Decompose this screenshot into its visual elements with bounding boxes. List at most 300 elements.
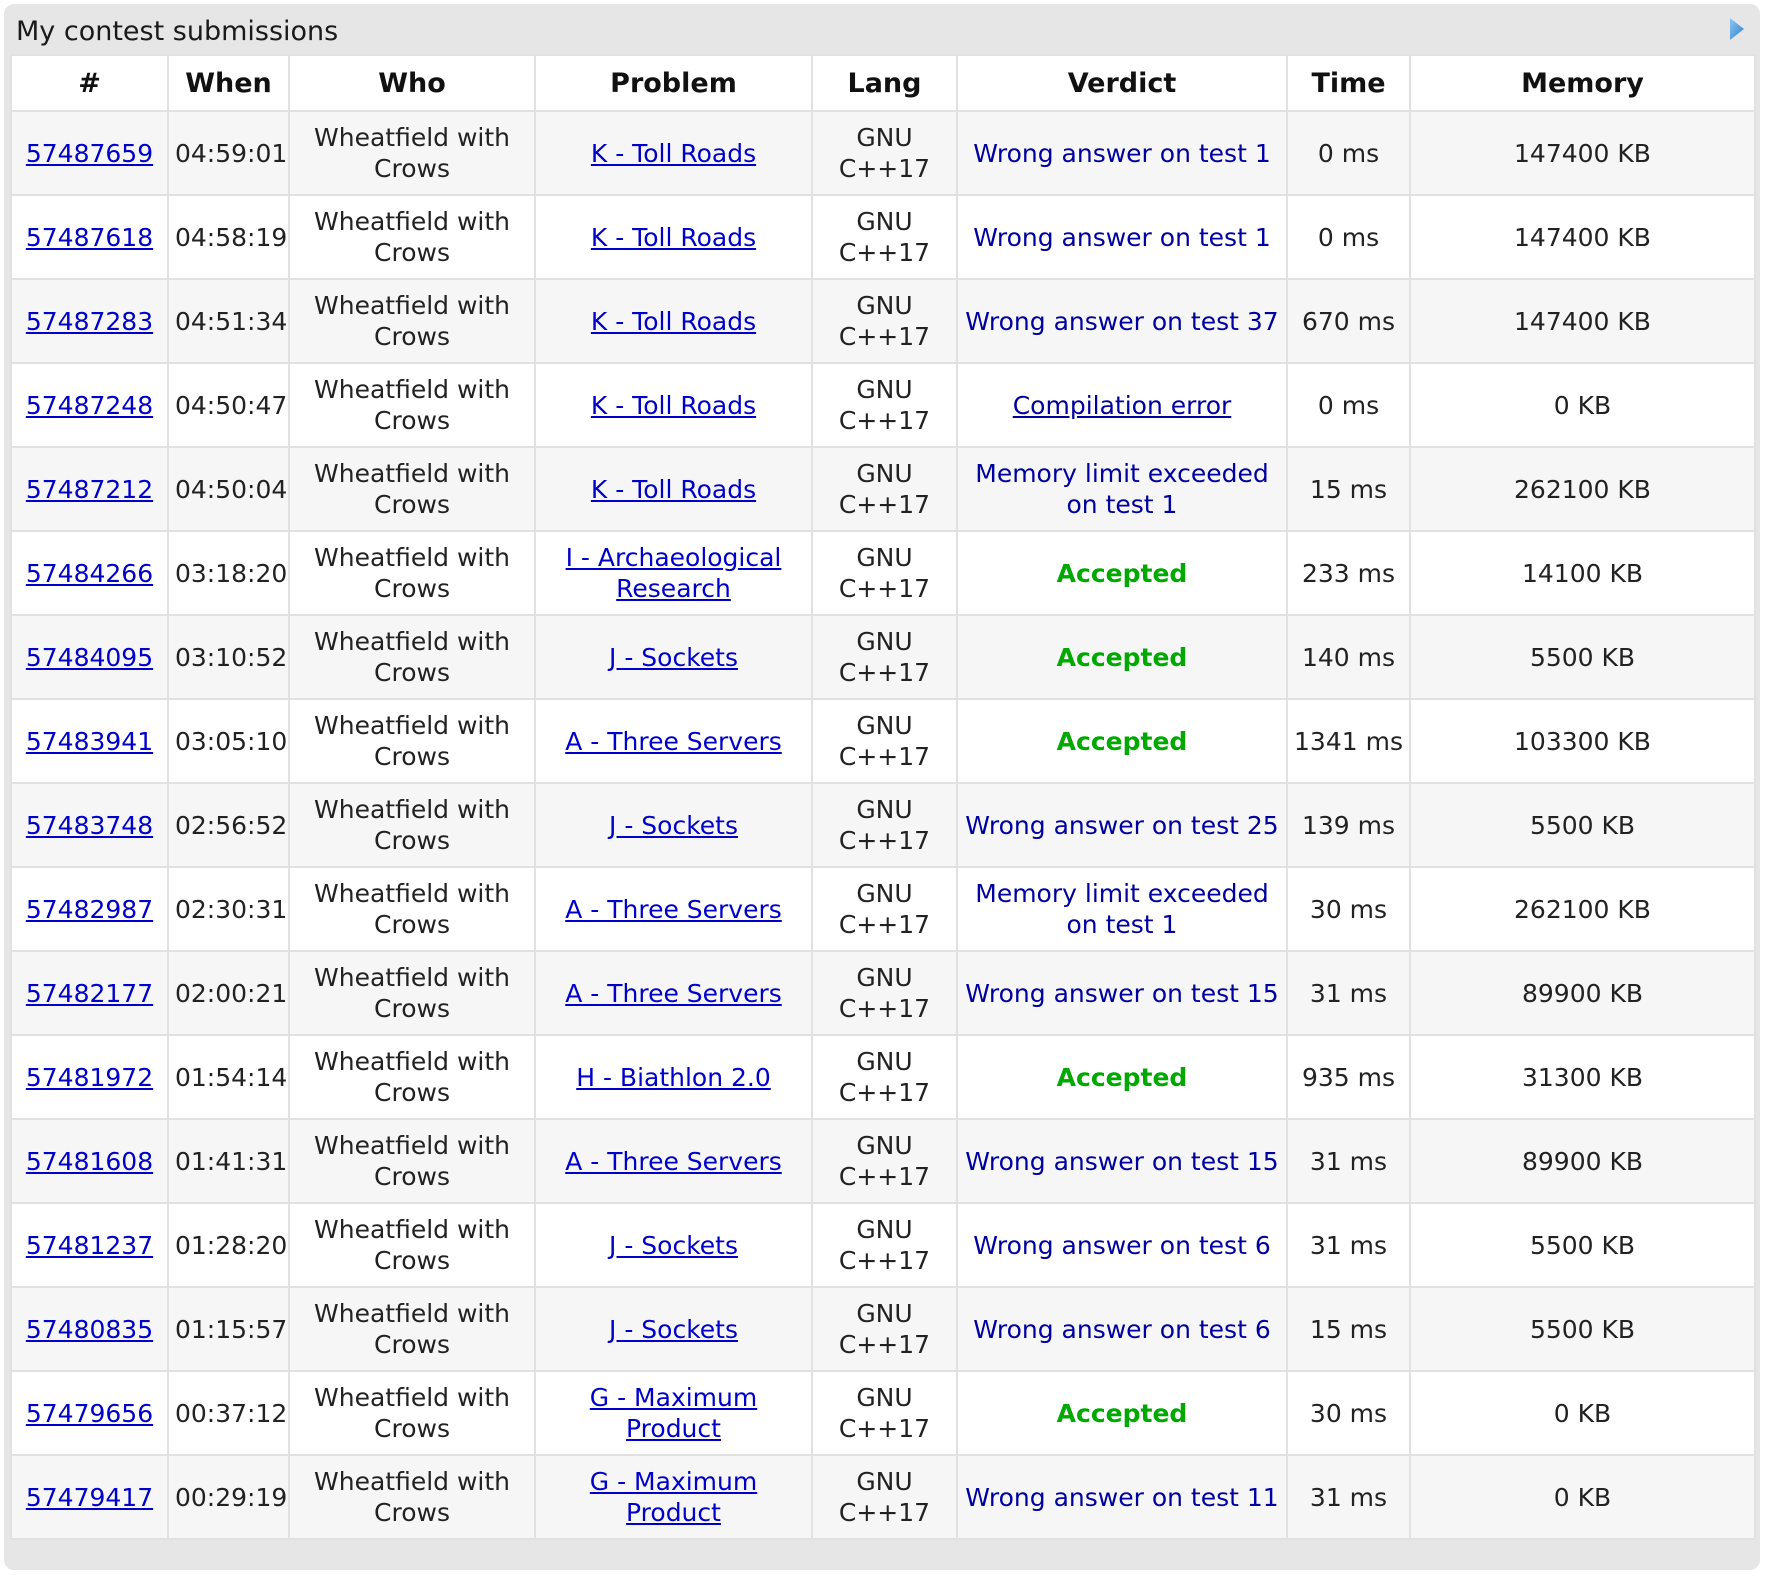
triangle-right-icon[interactable] (1728, 16, 1746, 42)
time-text: 31 ms (1309, 978, 1388, 1008)
who-text: Wheatfield with Crows (314, 711, 510, 771)
verdict-text[interactable]: Compilation error (1012, 390, 1232, 420)
submission-id-cell (11, 1035, 168, 1119)
time-cell (1287, 1035, 1410, 1119)
memory-text: 14100 KB (1521, 558, 1644, 588)
submission-id-cell (11, 615, 168, 699)
who-text: Wheatfield with Crows (314, 795, 510, 855)
submission-id-link[interactable]: 57482987 (25, 894, 154, 924)
verdict-cell (957, 195, 1287, 279)
problem-link[interactable]: J - Sockets (609, 642, 738, 672)
time-cell (1287, 1371, 1410, 1455)
when-cell (168, 111, 289, 195)
verdict-text: Accepted (1056, 558, 1188, 588)
who-text: Wheatfield with Crows (314, 291, 510, 351)
when-cell (168, 531, 289, 615)
time-text: 139 ms (1301, 810, 1396, 840)
time-text: 15 ms (1309, 474, 1388, 504)
lang-cell (812, 1455, 957, 1539)
header-problem: Problem (535, 55, 812, 111)
memory-text: 5500 KB (1529, 1230, 1636, 1260)
memory-cell (1410, 1035, 1755, 1119)
submission-id-link[interactable]: 57482177 (25, 978, 154, 1008)
who-text: Wheatfield with Crows (314, 963, 510, 1023)
who-text: Wheatfield with Crows (314, 1215, 510, 1275)
time-text: 670 ms (1301, 306, 1396, 336)
verdict-cell (957, 615, 1287, 699)
time-cell (1287, 1203, 1410, 1287)
submission-row (11, 1455, 1755, 1539)
when-cell (168, 1287, 289, 1371)
lang-text: GNU C++17 (838, 1383, 931, 1443)
time-cell (1287, 279, 1410, 363)
memory-cell (1410, 783, 1755, 867)
who-cell (289, 111, 535, 195)
submissions-table (10, 54, 1756, 1540)
who-text: Wheatfield with Crows (314, 879, 510, 939)
submission-id-link[interactable]: 57481237 (25, 1230, 154, 1260)
verdict-text: Wrong answer on test 1 (973, 222, 1271, 252)
lang-cell (812, 279, 957, 363)
submission-id-link[interactable]: 57481608 (25, 1146, 154, 1176)
memory-text: 0 KB (1553, 390, 1612, 420)
problem-cell (535, 951, 812, 1035)
header-row (11, 55, 1755, 111)
verdict-cell (957, 447, 1287, 531)
who-text: Wheatfield with Crows (314, 543, 510, 603)
memory-text: 147400 KB (1514, 306, 1651, 336)
submission-id-link[interactable]: 57483748 (25, 810, 154, 840)
time-cell (1287, 363, 1410, 447)
submission-row (11, 615, 1755, 699)
lang-cell (812, 615, 957, 699)
problem-link[interactable]: J - Sockets (609, 810, 738, 840)
problem-cell (535, 531, 812, 615)
who-text: Wheatfield with Crows (314, 1467, 510, 1527)
lang-text: GNU C++17 (838, 291, 931, 351)
time-cell (1287, 1287, 1410, 1371)
verdict-cell (957, 699, 1287, 783)
problem-link[interactable]: A - Three Servers (565, 726, 782, 756)
submission-row (11, 1287, 1755, 1371)
lang-text: GNU C++17 (838, 459, 931, 519)
header-when: When (168, 55, 289, 111)
verdict-text: Wrong answer on test 6 (973, 1314, 1271, 1344)
problem-cell (535, 1119, 812, 1203)
who-text: Wheatfield with Crows (314, 375, 510, 435)
problem-link[interactable]: K - Toll Roads (590, 138, 757, 168)
time-cell (1287, 111, 1410, 195)
when-text: 01:28:20 (175, 1230, 288, 1260)
lang-cell (812, 783, 957, 867)
lang-text: GNU C++17 (838, 1131, 931, 1191)
problem-cell (535, 1371, 812, 1455)
lang-text: GNU C++17 (838, 1047, 931, 1107)
submission-id-cell (11, 699, 168, 783)
when-cell (168, 867, 289, 951)
verdict-cell (957, 1455, 1287, 1539)
submissions-panel (4, 4, 1760, 1570)
submission-id-cell (11, 867, 168, 951)
problem-cell (535, 867, 812, 951)
verdict-text: Wrong answer on test 15 (965, 1146, 1279, 1176)
memory-cell (1410, 1119, 1755, 1203)
time-text: 31 ms (1309, 1146, 1388, 1176)
problem-link[interactable]: K - Toll Roads (590, 474, 757, 504)
when-text: 02:56:52 (175, 810, 288, 840)
when-text: 01:15:57 (175, 1314, 288, 1344)
when-text: 03:18:20 (175, 558, 288, 588)
time-text: 31 ms (1309, 1230, 1388, 1260)
lang-text: GNU C++17 (838, 123, 931, 183)
verdict-cell (957, 1371, 1287, 1455)
who-cell (289, 783, 535, 867)
who-cell (289, 1035, 535, 1119)
submission-id-cell (11, 951, 168, 1035)
submission-id-link[interactable]: 57487248 (25, 390, 154, 420)
submission-id-cell (11, 195, 168, 279)
who-text: Wheatfield with Crows (314, 1383, 510, 1443)
problem-cell (535, 699, 812, 783)
memory-text: 147400 KB (1514, 138, 1651, 168)
memory-text: 5500 KB (1529, 810, 1636, 840)
submission-id-link[interactable]: 57483941 (25, 726, 154, 756)
submission-id-cell (11, 363, 168, 447)
who-text: Wheatfield with Crows (314, 1131, 510, 1191)
lang-cell (812, 699, 957, 783)
submission-id-link[interactable]: 57480835 (25, 1314, 154, 1344)
verdict-cell (957, 111, 1287, 195)
lang-cell (812, 111, 957, 195)
problem-link[interactable]: K - Toll Roads (590, 222, 757, 252)
header-time: Time (1287, 55, 1410, 111)
problem-cell (535, 279, 812, 363)
when-cell (168, 1119, 289, 1203)
when-text: 04:51:34 (175, 306, 288, 336)
problem-link[interactable]: J - Sockets (609, 1230, 738, 1260)
submission-id-link[interactable]: 57484266 (25, 558, 154, 588)
problem-link[interactable]: K - Toll Roads (590, 306, 757, 336)
lang-cell (812, 195, 957, 279)
memory-text: 262100 KB (1514, 474, 1651, 504)
memory-cell (1410, 699, 1755, 783)
who-text: Wheatfield with Crows (314, 1299, 510, 1359)
memory-text: 89900 KB (1521, 1146, 1644, 1176)
submission-row (11, 1035, 1755, 1119)
problem-cell (535, 111, 812, 195)
memory-text: 31300 KB (1521, 1062, 1644, 1092)
when-cell (168, 699, 289, 783)
lang-text: GNU C++17 (838, 1299, 931, 1359)
problem-link[interactable]: G - Maximum Product (589, 1467, 758, 1527)
verdict-text: Wrong answer on test 37 (965, 306, 1279, 336)
time-text: 31 ms (1309, 1482, 1388, 1512)
when-cell (168, 615, 289, 699)
submission-row (11, 531, 1755, 615)
lang-text: GNU C++17 (838, 627, 931, 687)
header-id: # (11, 55, 168, 111)
verdict-cell (957, 951, 1287, 1035)
memory-cell (1410, 951, 1755, 1035)
submission-id-cell (11, 447, 168, 531)
who-text: Wheatfield with Crows (314, 207, 510, 267)
header-memory: Memory (1410, 55, 1755, 111)
submission-id-link[interactable]: 57479656 (25, 1398, 154, 1428)
verdict-text: Wrong answer on test 6 (973, 1230, 1271, 1260)
lang-cell (812, 867, 957, 951)
lang-text: GNU C++17 (838, 1467, 931, 1527)
time-text: 935 ms (1301, 1062, 1396, 1092)
verdict-text: Accepted (1056, 642, 1188, 672)
problem-cell (535, 195, 812, 279)
who-cell (289, 363, 535, 447)
lang-cell (812, 1119, 957, 1203)
submission-id-cell (11, 1371, 168, 1455)
time-cell (1287, 783, 1410, 867)
who-cell (289, 867, 535, 951)
who-text: Wheatfield with Crows (314, 459, 510, 519)
memory-text: 89900 KB (1521, 978, 1644, 1008)
when-cell (168, 783, 289, 867)
time-cell (1287, 615, 1410, 699)
time-cell (1287, 1119, 1410, 1203)
submission-id-cell (11, 111, 168, 195)
verdict-cell (957, 1035, 1287, 1119)
verdict-text: Accepted (1056, 1398, 1188, 1428)
when-cell (168, 1035, 289, 1119)
memory-text: 5500 KB (1529, 642, 1636, 672)
lang-cell (812, 1203, 957, 1287)
submission-id-cell (11, 1287, 168, 1371)
when-cell (168, 1203, 289, 1287)
memory-cell (1410, 1203, 1755, 1287)
submission-id-cell (11, 1455, 168, 1539)
lang-cell (812, 1035, 957, 1119)
when-text: 03:05:10 (175, 726, 288, 756)
verdict-text: Accepted (1056, 1062, 1188, 1092)
header-who: Who (289, 55, 535, 111)
lang-cell (812, 531, 957, 615)
submission-id-link[interactable]: 57487618 (25, 222, 154, 252)
time-text: 0 ms (1317, 390, 1380, 420)
problem-cell (535, 615, 812, 699)
lang-text: GNU C++17 (838, 963, 931, 1023)
submission-row (11, 111, 1755, 195)
time-text: 0 ms (1317, 138, 1380, 168)
when-text: 03:10:52 (175, 642, 288, 672)
lang-cell (812, 363, 957, 447)
problem-cell (535, 1455, 812, 1539)
time-cell (1287, 951, 1410, 1035)
who-cell (289, 447, 535, 531)
submission-row (11, 447, 1755, 531)
submission-row (11, 1119, 1755, 1203)
verdict-cell (957, 363, 1287, 447)
memory-text: 262100 KB (1514, 894, 1651, 924)
problem-link[interactable]: K - Toll Roads (590, 390, 757, 420)
time-cell (1287, 447, 1410, 531)
when-cell (168, 1455, 289, 1539)
verdict-cell (957, 531, 1287, 615)
verdict-cell (957, 1203, 1287, 1287)
submission-row (11, 1203, 1755, 1287)
when-text: 02:30:31 (175, 894, 288, 924)
memory-cell (1410, 1287, 1755, 1371)
memory-cell (1410, 615, 1755, 699)
lang-text: GNU C++17 (838, 879, 931, 939)
memory-text: 147400 KB (1514, 222, 1651, 252)
memory-cell (1410, 867, 1755, 951)
who-cell (289, 195, 535, 279)
submission-id-cell (11, 1203, 168, 1287)
time-text: 140 ms (1301, 642, 1396, 672)
verdict-cell (957, 783, 1287, 867)
who-text: Wheatfield with Crows (314, 627, 510, 687)
lang-text: GNU C++17 (838, 543, 931, 603)
who-cell (289, 1371, 535, 1455)
submission-row (11, 363, 1755, 447)
memory-cell (1410, 279, 1755, 363)
problem-link[interactable]: G - Maximum Product (589, 1383, 758, 1443)
who-text: Wheatfield with Crows (314, 123, 510, 183)
memory-text: 0 KB (1553, 1398, 1612, 1428)
time-cell (1287, 195, 1410, 279)
lang-text: GNU C++17 (838, 711, 931, 771)
who-cell (289, 279, 535, 363)
who-cell (289, 531, 535, 615)
problem-link[interactable]: A - Three Servers (565, 978, 782, 1008)
submission-id-link[interactable]: 57487659 (25, 138, 154, 168)
time-cell (1287, 531, 1410, 615)
lang-text: GNU C++17 (838, 375, 931, 435)
verdict-text: Memory limit exceeded on test 1 (975, 879, 1269, 939)
problem-cell (535, 363, 812, 447)
when-text: 04:50:47 (175, 390, 288, 420)
when-text: 00:37:12 (175, 1398, 288, 1428)
time-text: 1341 ms (1294, 726, 1403, 756)
problem-link[interactable]: H - Biathlon 2.0 (576, 1062, 771, 1092)
memory-text: 0 KB (1553, 1482, 1612, 1512)
when-cell (168, 279, 289, 363)
problem-link[interactable]: J - Sockets (609, 1314, 738, 1344)
submission-id-link[interactable]: 57484095 (25, 642, 154, 672)
when-cell (168, 1371, 289, 1455)
verdict-text: Wrong answer on test 11 (965, 1482, 1279, 1512)
problem-cell (535, 447, 812, 531)
problem-cell (535, 783, 812, 867)
when-cell (168, 951, 289, 1035)
time-text: 15 ms (1309, 1314, 1388, 1344)
submission-id-cell (11, 279, 168, 363)
verdict-text: Wrong answer on test 15 (965, 978, 1279, 1008)
submission-id-link[interactable]: 57487283 (25, 306, 154, 336)
submission-row (11, 783, 1755, 867)
verdict-cell (957, 279, 1287, 363)
verdict-text: Wrong answer on test 25 (965, 810, 1279, 840)
when-text: 00:29:19 (175, 1482, 288, 1512)
verdict-cell (957, 1119, 1287, 1203)
who-text: Wheatfield with Crows (314, 1047, 510, 1107)
lang-text: GNU C++17 (838, 795, 931, 855)
verdict-text: Memory limit exceeded on test 1 (975, 459, 1269, 519)
header-verdict: Verdict (957, 55, 1287, 111)
time-cell (1287, 699, 1410, 783)
time-cell (1287, 1455, 1410, 1539)
when-text: 04:59:01 (175, 138, 288, 168)
lang-cell (812, 1371, 957, 1455)
submission-row (11, 951, 1755, 1035)
submission-row (11, 1371, 1755, 1455)
memory-cell (1410, 111, 1755, 195)
time-text: 233 ms (1301, 558, 1396, 588)
time-text: 30 ms (1309, 1398, 1388, 1428)
problem-cell (535, 1203, 812, 1287)
submission-id-link[interactable]: 57479417 (25, 1482, 154, 1512)
verdict-cell (957, 867, 1287, 951)
memory-cell (1410, 1455, 1755, 1539)
problem-link[interactable]: A - Three Servers (565, 1146, 782, 1176)
who-cell (289, 1455, 535, 1539)
submission-row (11, 699, 1755, 783)
when-cell (168, 363, 289, 447)
panel-caption: My contest submissions (16, 16, 339, 47)
time-text: 30 ms (1309, 894, 1388, 924)
problem-link[interactable]: A - Three Servers (565, 894, 782, 924)
submission-id-cell (11, 531, 168, 615)
submission-id-cell (11, 783, 168, 867)
lang-cell (812, 951, 957, 1035)
problem-link[interactable]: I - Archaeological Research (565, 543, 782, 603)
who-cell (289, 615, 535, 699)
lang-text: GNU C++17 (838, 1215, 931, 1275)
when-cell (168, 447, 289, 531)
submission-id-link[interactable]: 57481972 (25, 1062, 154, 1092)
submission-id-cell (11, 1119, 168, 1203)
submission-id-link[interactable]: 57487212 (25, 474, 154, 504)
lang-text: GNU C++17 (838, 207, 931, 267)
when-text: 02:00:21 (175, 978, 288, 1008)
who-cell (289, 1203, 535, 1287)
who-cell (289, 1287, 535, 1371)
lang-cell (812, 447, 957, 531)
when-text: 04:50:04 (175, 474, 288, 504)
who-cell (289, 951, 535, 1035)
memory-cell (1410, 363, 1755, 447)
who-cell (289, 699, 535, 783)
time-text: 0 ms (1317, 222, 1380, 252)
memory-cell (1410, 195, 1755, 279)
submission-row (11, 867, 1755, 951)
submissions-table-wrapper (10, 54, 1754, 1540)
memory-cell (1410, 1371, 1755, 1455)
memory-text: 5500 KB (1529, 1314, 1636, 1344)
when-text: 01:54:14 (175, 1062, 288, 1092)
when-text: 04:58:19 (175, 222, 288, 252)
who-cell (289, 1119, 535, 1203)
memory-text: 103300 KB (1514, 726, 1651, 756)
memory-cell (1410, 531, 1755, 615)
verdict-text: Wrong answer on test 1 (973, 138, 1271, 168)
problem-cell (535, 1287, 812, 1371)
submission-row (11, 279, 1755, 363)
verdict-cell (957, 1287, 1287, 1371)
submission-row (11, 195, 1755, 279)
time-cell (1287, 867, 1410, 951)
header-lang: Lang (812, 55, 957, 111)
memory-cell (1410, 447, 1755, 531)
when-text: 01:41:31 (175, 1146, 288, 1176)
verdict-text: Accepted (1056, 726, 1188, 756)
